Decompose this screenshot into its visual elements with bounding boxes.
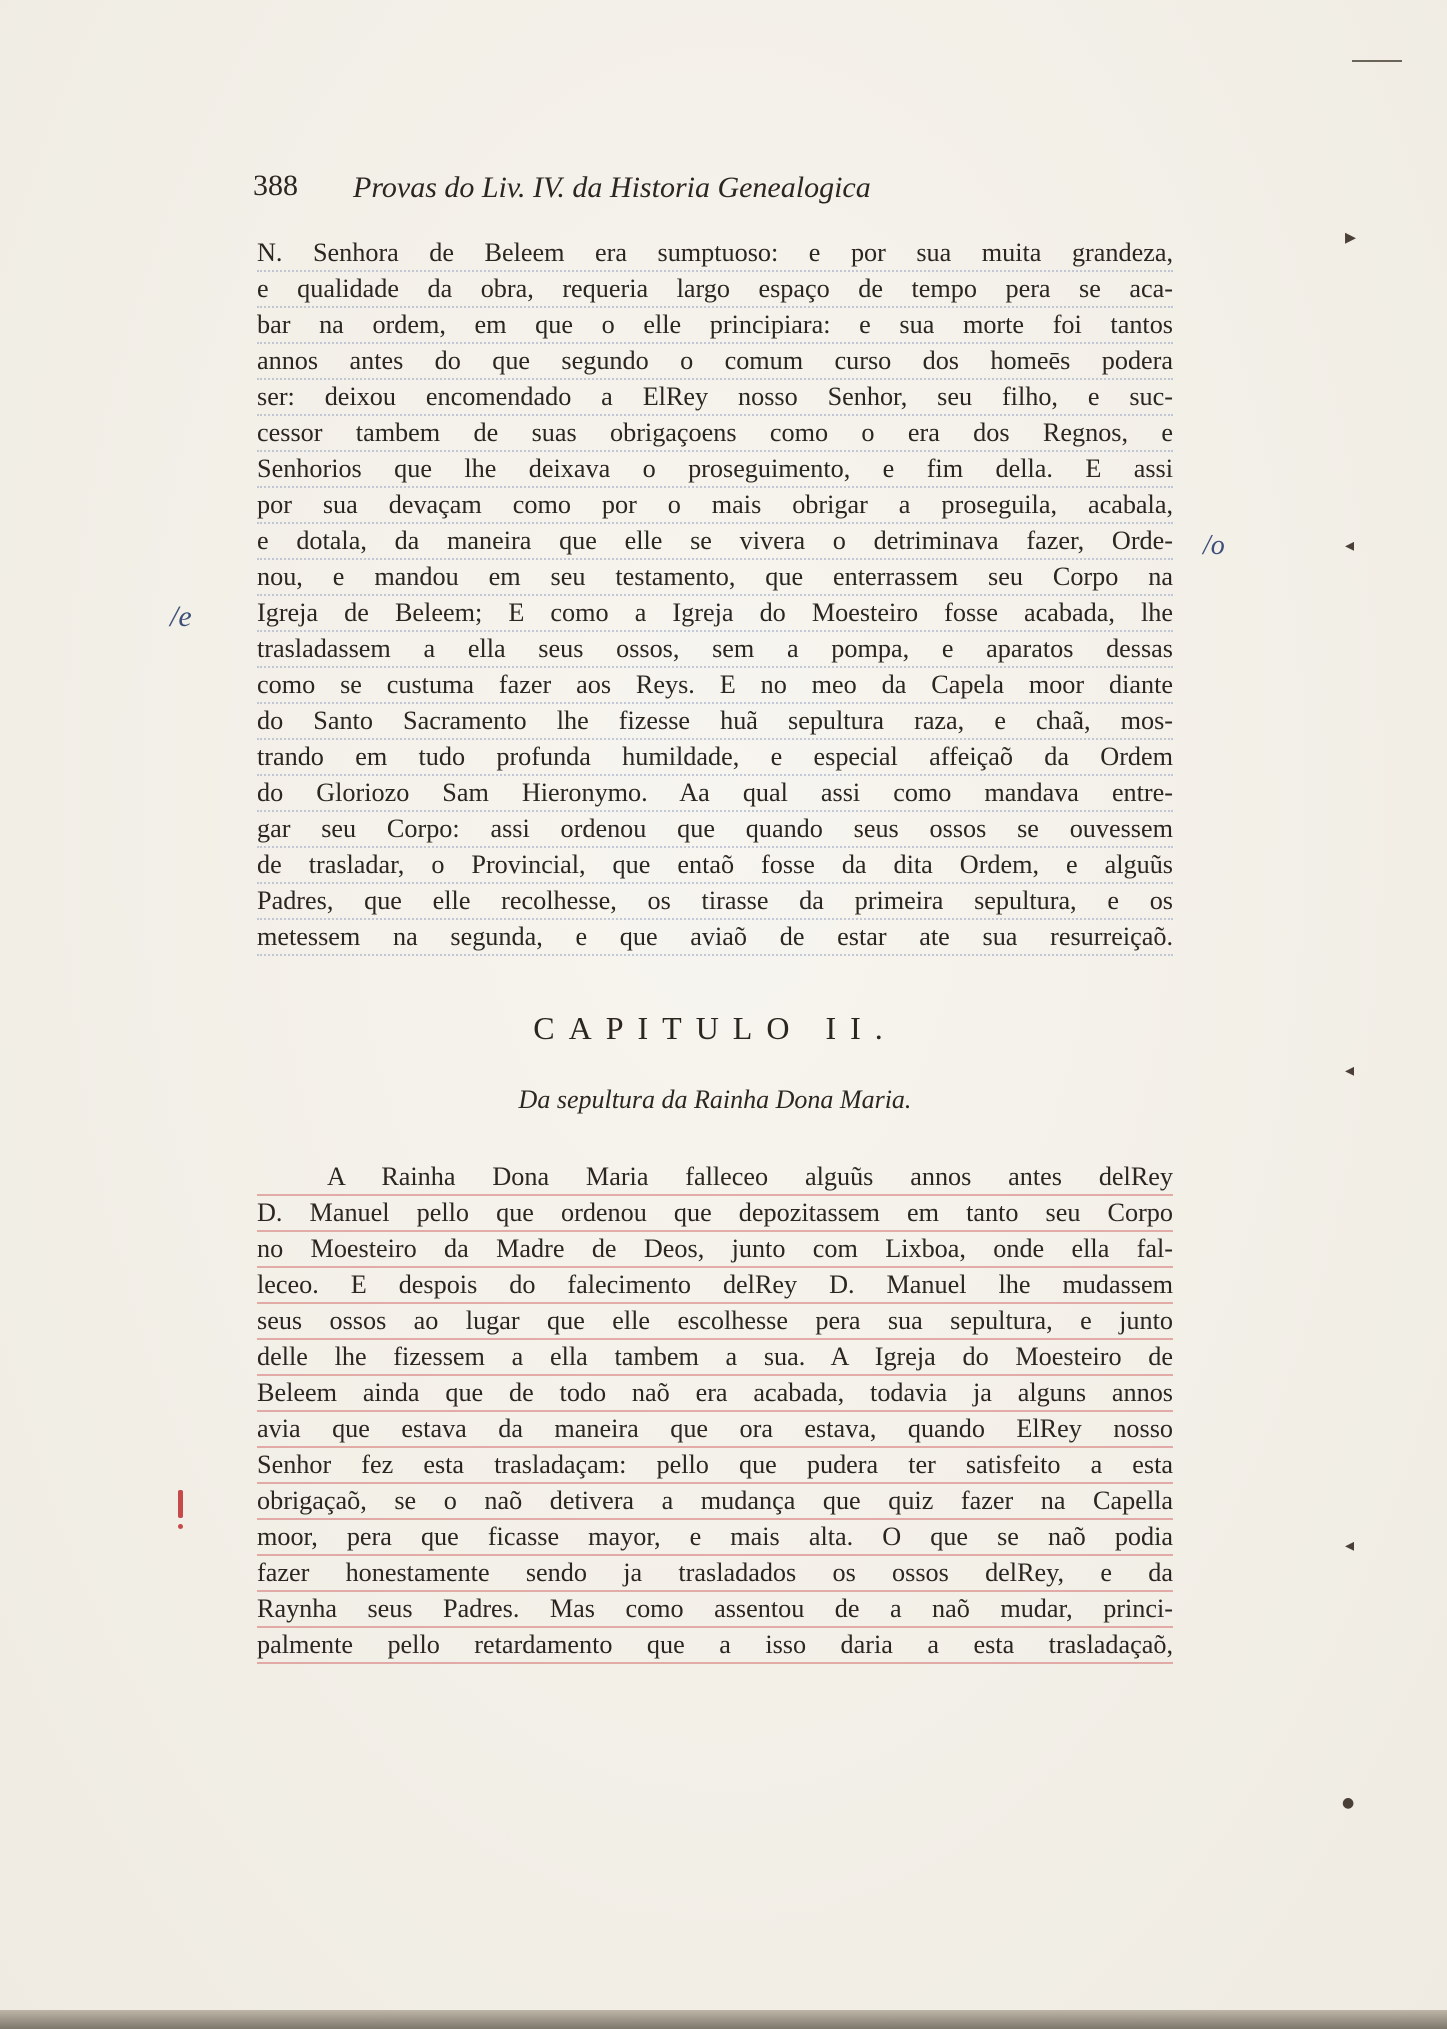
text-line: moor, pera que ficasse mayor, e mais alta. O que se naõ podia — [257, 1520, 1173, 1556]
text-line: palmente pello retardamento que a isso daria a esta trasladaçaõ, — [257, 1628, 1173, 1664]
text-line: nou, e mandou em seu testamento, que enterrassem seu Corpo na — [257, 560, 1173, 596]
text-line: obrigaçaõ, se o naõ detivera a mudança que quiz fazer na Capella — [257, 1484, 1173, 1520]
margin-note-right: /o — [1203, 530, 1225, 561]
ink-speck-icon: ● — [1342, 1795, 1355, 1811]
text-line: seus ossos ao lugar que elle escolhesse pera sua sepultura, e junto — [257, 1304, 1173, 1340]
ink-speck-icon: ◂ — [1345, 1060, 1355, 1081]
paragraph-1 — [257, 236, 1173, 956]
text-line: D. Manuel pello que ordenou que depozitassem em tanto seu Corpo — [257, 1196, 1173, 1232]
text-line: A Rainha Dona Maria falleceo alguũs annos antes delRey — [257, 1160, 1173, 1196]
text-line: leceo. E despois do falecimento delRey D. Manuel lhe mudassem — [257, 1268, 1173, 1304]
text-line: cessor tambem de suas obrigaçoens como o era dos Regnos, e — [257, 416, 1173, 452]
text-line: no Moesteiro da Madre de Deos, junto com Lixboa, onde ella fal- — [257, 1232, 1173, 1268]
chapter-heading: CAPITULO II. — [533, 1010, 897, 1046]
text-line: avia que estava da maneira que ora estava, quando ElRey nosso — [257, 1412, 1173, 1448]
exclamation-mark-icon — [176, 1490, 184, 1530]
chapter-subtitle: Da sepultura da Rainha Dona Maria. — [518, 1085, 912, 1114]
margin-note-left: /e — [170, 600, 192, 633]
text-line: Senhorios que lhe deixava o proseguimento, e fim della. E assi — [257, 452, 1173, 488]
text-line: annos antes do que segundo o comum curso dos homeēs podera — [257, 344, 1173, 380]
text-line: Beleem ainda que de todo naõ era acabada, todavia ja alguns annos — [257, 1376, 1173, 1412]
ink-speck-icon: ▸ — [1345, 225, 1357, 250]
ink-speck-icon: ◂ — [1345, 535, 1355, 556]
text-line: gar seu Corpo: assi ordenou que quando seus ossos se ouvessem — [257, 812, 1173, 848]
text-line: Padres, que elle recolhesse, os tirasse da primeira sepultura, e os — [257, 884, 1173, 920]
text-line: bar na ordem, em que o elle principiara: e sua morte foi tantos — [257, 308, 1173, 344]
text-line: ser: deixou encomendado a ElRey nosso Senhor, seu filho, e suc- — [257, 380, 1173, 416]
running-title: Provas do Liv. IV. da Historia Genealogica — [353, 171, 871, 204]
text-line: Raynha seus Padres. Mas como assentou de a naõ mudar, princi- — [257, 1592, 1173, 1628]
ink-speck-icon: ◂ — [1345, 1535, 1355, 1556]
text-line: fazer honestamente sendo ja trasladados os ossos delRey, e da — [257, 1556, 1173, 1592]
corner-rule — [1352, 60, 1402, 62]
text-line: e dotala, da maneira que elle se vivera o detriminava fazer, Orde- — [257, 524, 1173, 560]
scan-edge — [0, 2010, 1447, 2029]
text-line: e qualidade da obra, requeria largo espaço de tempo pera se aca- — [257, 272, 1173, 308]
text-line: N. Senhora de Beleem era sumptuoso: e por sua muita grandeza, — [257, 236, 1173, 272]
text-line: Senhor fez esta trasladaçam: pello que pudera ter satisfeito a esta — [257, 1448, 1173, 1484]
text-line: Igreja de Beleem; E como a Igreja do Moesteiro fosse acabada, lhe — [257, 596, 1173, 632]
text-line: do Santo Sacramento lhe fizesse huã sepultura raza, e chaã, mos- — [257, 704, 1173, 740]
paragraph-2 — [257, 1160, 1173, 1664]
text-line: delle lhe fizessem a ella tambem a sua. A Igreja do Moesteiro de — [257, 1340, 1173, 1376]
page-header — [253, 165, 1073, 215]
text-line: trasladassem a ella seus ossos, sem a pompa, e aparatos dessas — [257, 632, 1173, 668]
text-line: metessem na segunda, e que aviaõ de estar ate sua resurreiçaõ. — [257, 920, 1173, 956]
text-line: trando em tudo profunda humildade, e especial affeiçaõ da Ordem — [257, 740, 1173, 776]
text-line: do Gloriozo Sam Hieronymo. Aa qual assi como mandava entre- — [257, 776, 1173, 812]
text-line: de trasladar, o Provincial, que entaõ fosse da dita Ordem, e alguũs — [257, 848, 1173, 884]
text-line: como se custuma fazer aos Reys. E no meo da Capela moor diante — [257, 668, 1173, 704]
page-number: 388 — [253, 169, 298, 202]
text-line: por sua devaçam como por o mais obrigar a proseguila, acabala, — [257, 488, 1173, 524]
